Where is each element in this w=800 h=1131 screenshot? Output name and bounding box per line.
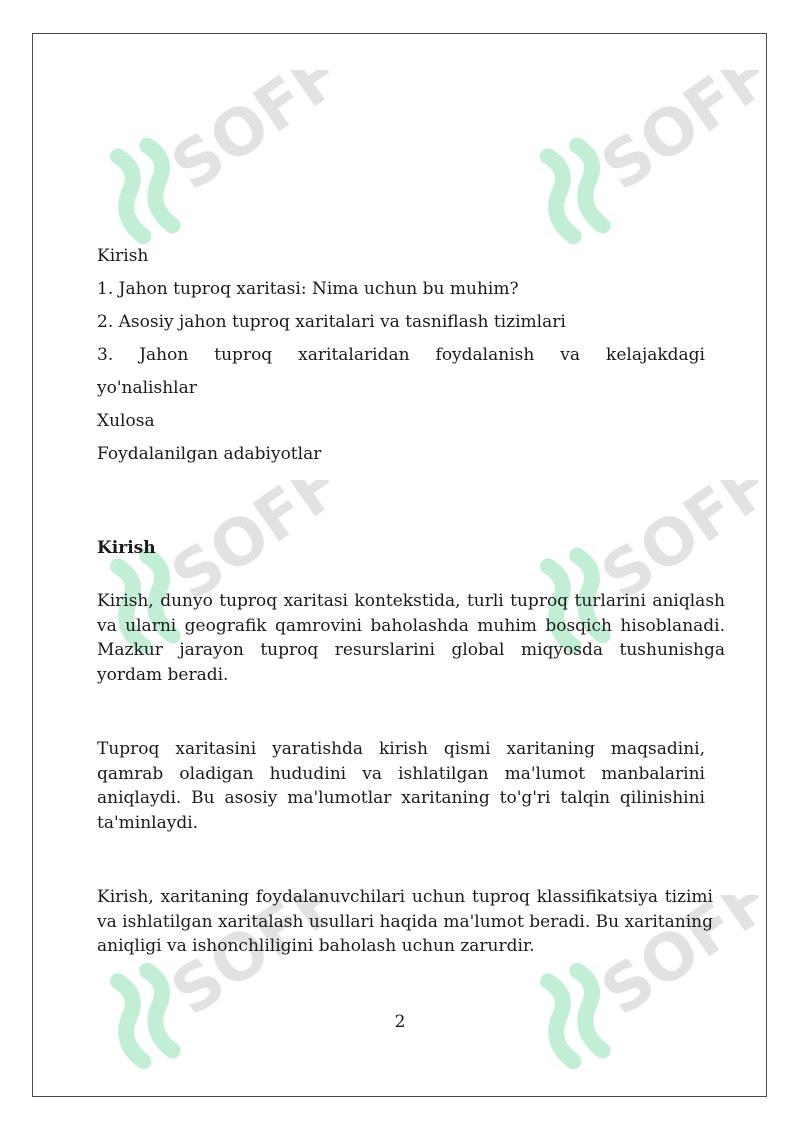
toc-item: 3. Jahon tuproq xaritalaridan foydalanish va kelajakdagi bbox=[97, 345, 705, 365]
svg-text:SOFF: SOFF bbox=[158, 480, 330, 616]
body-paragraph: Kirish, dunyo tuproq xaritasi kontekstida, turli tuproq turlarini aniqlash va ularni geografik qamrovini baholashda muhim bosqich hisoblanadi. Mazkur jarayon tuproq resurslarini global miqyosda tushunishga yordam beradi. bbox=[97, 591, 725, 685]
body-paragraph: Tuproq xaritasini yaratishda kirish qismi xaritaning maqsadini, qamrab oladigan hududini va ishlatilgan ma'lumot manbalarini aniqlaydi. Bu asosiy ma'lumotlar xaritaning to'g'ri talqin qilinishini ta'minlaydi. bbox=[97, 739, 705, 833]
svg-text:SOFF: SOFF bbox=[588, 70, 760, 206]
table-of-contents bbox=[97, 240, 725, 471]
svg-text:SOFF: SOFF bbox=[588, 480, 760, 616]
toc-item: 2. Asosiy jahon tuproq xaritalari va tasniflash tizimlari bbox=[97, 312, 566, 332]
toc-item: Kirish bbox=[97, 246, 149, 266]
toc-item: Foydalanilgan adabiyotlar bbox=[97, 444, 322, 464]
svg-text:SOFF: SOFF bbox=[158, 70, 330, 206]
body-paragraph: Kirish, xaritaning foydalanuvchilari uchun tuproq klassifikatsiya tizimi va ishlatilgan xaritalash usullari haqida ma'lumot beradi. Bu xaritaning aniqligi va ishonchliligini baholash uchun zarurdir. bbox=[97, 887, 713, 957]
toc-item: yo'nalishlar bbox=[97, 378, 197, 398]
toc-item: Xulosa bbox=[97, 411, 155, 431]
svg-text:SOFF: SOFF bbox=[158, 895, 330, 1031]
section-heading: Kirish bbox=[97, 538, 156, 558]
page-number: 2 bbox=[394, 1012, 406, 1032]
toc-item: 1. Jahon tuproq xaritasi: Nima uchun bu muhim? bbox=[97, 279, 519, 299]
svg-text:SOFF: SOFF bbox=[588, 895, 760, 1031]
